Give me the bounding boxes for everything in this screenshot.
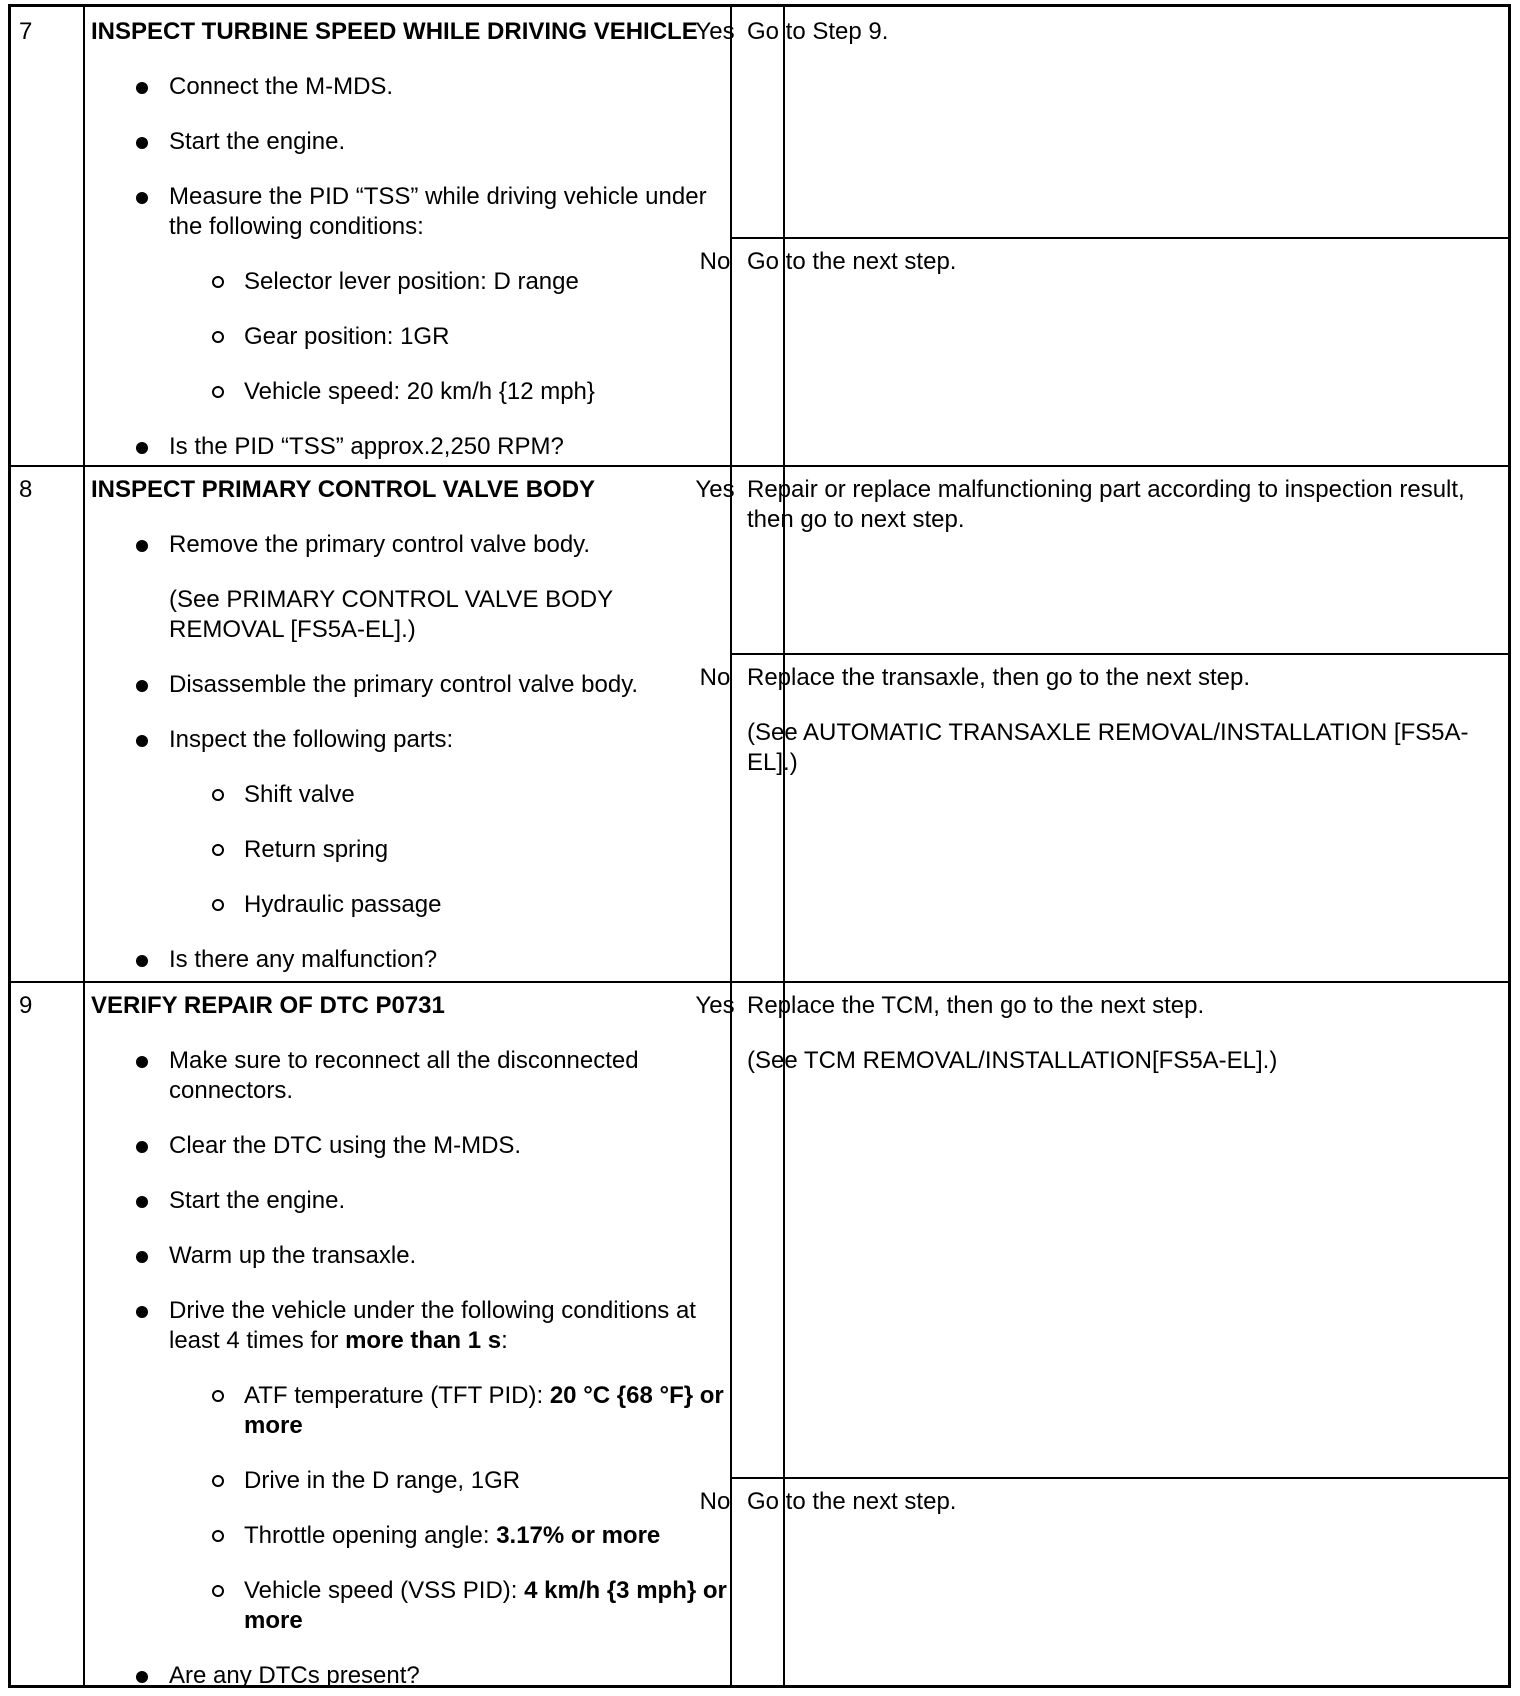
no-result: Go to the next step. — [747, 1488, 957, 1515]
step-9-content — [91, 991, 727, 1691]
yes-label: Yes — [695, 18, 735, 45]
step-subitem: Throttle opening angle: 3.17% or more — [91, 1521, 727, 1551]
step-7-content — [91, 17, 727, 462]
step-subitem: Gear position: 1GR — [91, 322, 727, 352]
row-divider — [11, 465, 1508, 467]
no-label: No — [699, 1488, 731, 1515]
step-number: 8 — [19, 476, 33, 503]
no-label: No — [699, 664, 731, 691]
yes-result: Go to Step 9. — [747, 18, 889, 45]
no-result: Go to the next step. — [747, 248, 957, 275]
step-item: Remove the primary control valve body. — [91, 530, 727, 560]
step-item: Clear the DTC using the M-MDS. — [91, 1131, 727, 1161]
step-item: Inspect the following parts: — [91, 725, 727, 755]
step-subitem: Vehicle speed (VSS PID): 4 km/h {3 mph} or more — [91, 1576, 727, 1636]
step-subitem: Hydraulic passage — [91, 890, 727, 920]
step-question: Is the PID “TSS” approx.2,250 RPM? — [91, 432, 727, 462]
step-subitem: Selector lever position: D range — [91, 267, 727, 297]
yes-label: Yes — [695, 476, 735, 503]
step-note: (See PRIMARY CONTROL VALVE BODY REMOVAL [FS5A-EL].) — [169, 586, 613, 643]
step-item: Measure the PID “TSS” while driving vehicle under the following conditions: — [91, 182, 727, 242]
yes-no-divider — [730, 653, 1508, 655]
yes-result: Replace the TCM, then go to the next step. (See TCM REMOVAL/INSTALLATION[FS5A-EL].) — [747, 992, 1278, 1074]
step-subitem: Shift valve — [91, 780, 727, 810]
yes-result: Repair or replace malfunctioning part according to inspection result, then go to next step. — [747, 476, 1465, 533]
step-item: Start the engine. — [91, 1186, 727, 1216]
step-heading: INSPECT PRIMARY CONTROL VALVE BODY — [91, 476, 596, 503]
step-heading: VERIFY REPAIR OF DTC P0731 — [91, 992, 445, 1019]
step-heading: INSPECT TURBINE SPEED WHILE DRIVING VEHICLE — [91, 18, 698, 45]
yes-no-divider — [730, 237, 1508, 239]
diagnostic-procedure-table — [8, 4, 1511, 1688]
step-question: Are any DTCs present? — [91, 1661, 727, 1691]
step-item: Drive the vehicle under the following conditions at least 4 times for more than 1 s: — [91, 1296, 727, 1356]
step-8-content — [91, 475, 727, 975]
no-label: No — [699, 248, 731, 275]
yes-label: Yes — [695, 992, 735, 1019]
step-number: 9 — [19, 992, 33, 1019]
step-item: Connect the M-MDS. — [91, 72, 727, 102]
step-item: Warm up the transaxle. — [91, 1241, 727, 1271]
step-item: Start the engine. — [91, 127, 727, 157]
step-subitem: Drive in the D range, 1GR — [91, 1466, 727, 1496]
step-subitem: ATF temperature (TFT PID): 20 °C {68 °F} or more — [91, 1381, 727, 1441]
step-number: 7 — [19, 18, 33, 45]
column-divider — [83, 7, 85, 1685]
step-subitem: Vehicle speed: 20 km/h {12 mph} — [91, 377, 727, 407]
step-subitem: Return spring — [91, 835, 727, 865]
step-item: Disassemble the primary control valve body. — [91, 670, 727, 700]
step-item: Make sure to reconnect all the disconnected connectors. — [91, 1046, 727, 1106]
yes-no-divider — [730, 1477, 1508, 1479]
row-divider — [11, 981, 1508, 983]
no-result: Replace the transaxle, then go to the next step. (See AUTOMATIC TRANSAXLE REMOVAL/INSTALLATION [FS5A-EL].) — [747, 664, 1469, 776]
step-question: Is there any malfunction? — [91, 945, 727, 975]
